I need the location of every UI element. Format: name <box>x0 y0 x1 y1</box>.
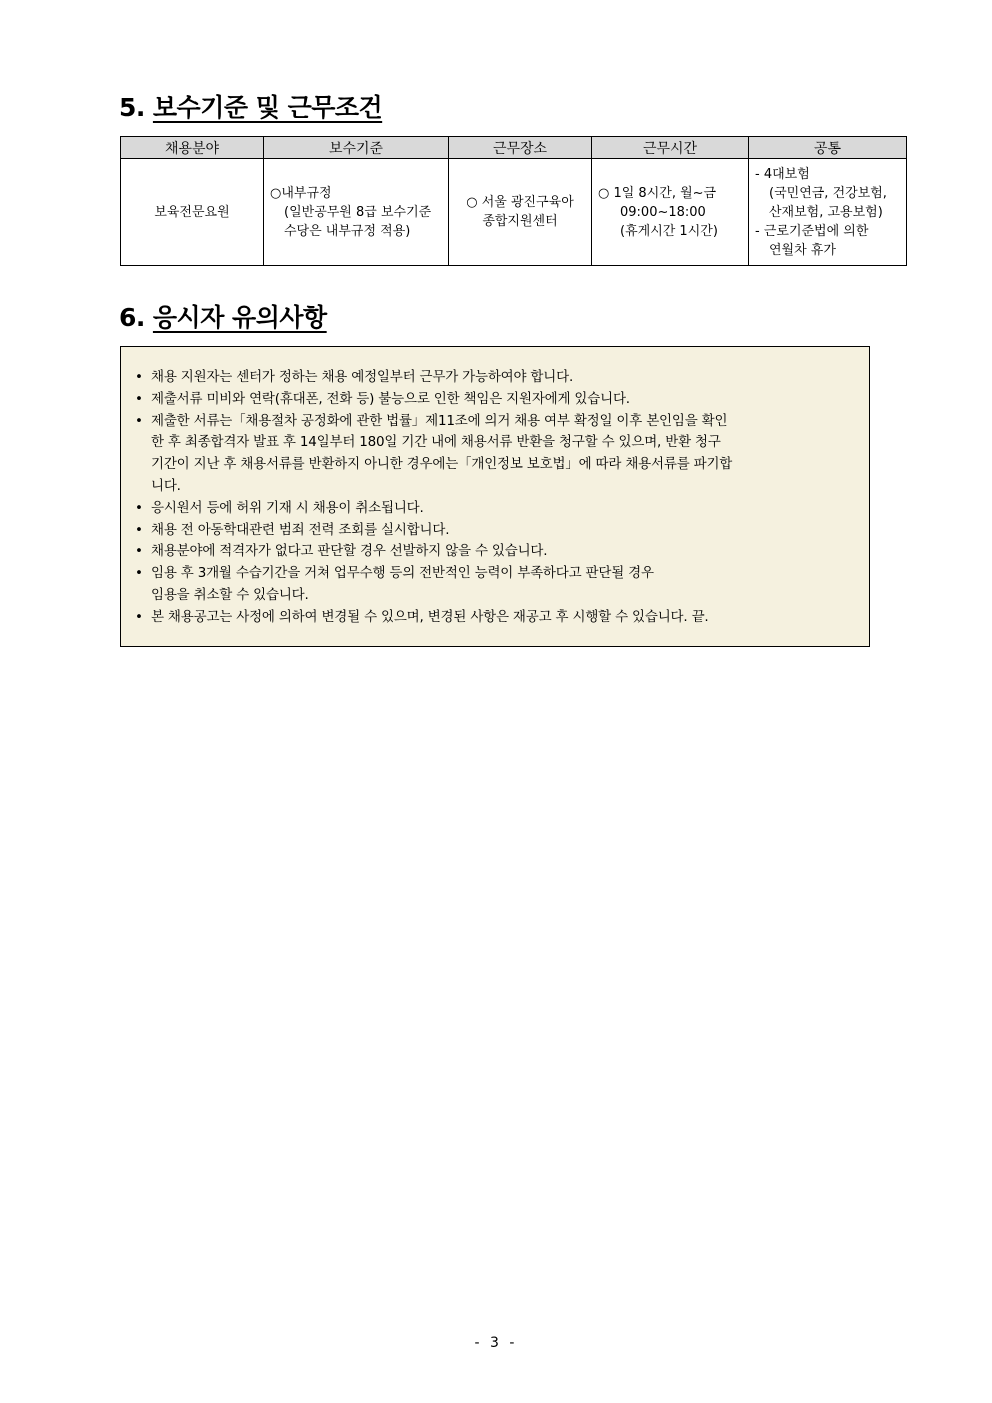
pay-conditions-table <box>120 136 907 266</box>
place-line: ○ 서울 광진구육아 <box>466 195 574 210</box>
common-line: - 근로기준법에 의한 <box>755 223 869 239</box>
notice-item <box>135 367 859 389</box>
cell-pay <box>264 159 449 266</box>
notice-item <box>135 520 859 542</box>
notice-box <box>120 346 870 647</box>
notice-line: 채용분야에 적격자가 없다고 판단할 경우 선발하지 않을 수 있습니다. <box>151 543 548 560</box>
bullet-icon: • <box>135 565 143 582</box>
table-header-row <box>121 137 907 159</box>
cell-hours <box>592 159 749 266</box>
notice-line: 채용 전 아동학대관련 범죄 전력 조회를 실시합니다. <box>151 521 450 538</box>
table-row <box>121 159 907 266</box>
notice-line: 니다. <box>151 477 181 494</box>
common-line: (국민연금, 건강보험, <box>769 185 887 201</box>
common-line: - 4대보험 <box>755 166 810 182</box>
notice-item <box>135 389 859 411</box>
notice-line: 제출서류 미비와 연락(휴대폰, 전화 등) 불능으로 인한 책임은 지원자에게 있습니다. <box>151 390 630 407</box>
notice-line: 한 후 최종합격자 발표 후 14일부터 180일 기간 내에 채용서류 반환을 청구할 수 있으며, 반환 청구 <box>151 434 721 451</box>
pay-line: ○내부규정 <box>270 185 332 201</box>
header-place: 근무장소 <box>449 137 592 159</box>
section-number: 6. <box>119 303 145 332</box>
place-line: 종합지원센터 <box>482 214 558 229</box>
notice-line: 임용을 취소할 수 있습니다. <box>151 586 309 603</box>
header-hours: 근무시간 <box>592 137 749 159</box>
page-number: - 3 - <box>474 1335 518 1351</box>
notice-item <box>135 498 859 520</box>
notice-line: 채용 지원자는 센터가 정하는 채용 예정일부터 근무가 가능하여야 합니다. <box>151 369 574 385</box>
section-heading: 응시자 유의사항 <box>152 303 327 332</box>
notice-list <box>135 367 859 629</box>
pay-line: (일반공무원 8급 보수기준 <box>284 204 432 220</box>
section-heading: 보수기준 및 근무조건 <box>152 93 383 122</box>
notice-item <box>135 607 859 629</box>
section-6-title <box>119 298 327 334</box>
header-field: 채용분야 <box>121 137 264 159</box>
notice-line: 응시원서 등에 허위 기재 시 채용이 취소됩니다. <box>151 499 424 516</box>
header-pay: 보수기준 <box>264 137 449 159</box>
notice-line: 임용 후 3개월 수습기간을 거쳐 업무수행 등의 전반적인 능력이 부족하다고 판단될 경우 <box>151 565 654 582</box>
header-common: 공통 <box>749 137 907 159</box>
common-line: 연월차 휴가 <box>769 242 836 258</box>
cell-place <box>449 159 592 266</box>
bullet-icon: • <box>135 521 143 538</box>
bullet-icon: • <box>135 543 143 560</box>
common-line: 산재보험, 고용보험) <box>769 204 883 220</box>
bullet-icon: • <box>135 412 143 429</box>
section-5-title <box>119 88 382 124</box>
bullet-icon: • <box>135 390 143 407</box>
pay-line: 수당은 내부규정 적용) <box>284 223 411 239</box>
notice-line: 기간이 지난 후 채용서류를 반환하지 아니한 경우에는「개인정보 보호법」에 따라 채용서류를 파기합 <box>151 456 733 473</box>
bullet-icon: • <box>135 369 143 385</box>
notice-item <box>135 411 859 498</box>
section-number: 5. <box>119 93 145 122</box>
hours-line: 09:00~18:00 <box>620 204 706 220</box>
notice-item <box>135 541 859 563</box>
hours-line: ○ 1일 8시간, 월~금 <box>598 185 717 201</box>
cell-field: 보육전문요원 <box>121 159 264 266</box>
hours-line: (휴게시간 1시간) <box>620 223 718 239</box>
bullet-icon: • <box>135 499 143 516</box>
notice-line: 제출한 서류는「채용절차 공정화에 관한 법률」제11조에 의거 채용 여부 확정일 이후 본인임을 확인 <box>151 412 728 429</box>
notice-line: 본 채용공고는 사정에 의하여 변경될 수 있으며, 변경된 사항은 재공고 후 시행할 수 있습니다. 끝. <box>151 608 709 625</box>
bullet-icon: • <box>135 608 143 625</box>
notice-item <box>135 563 859 607</box>
cell-common <box>749 159 907 266</box>
